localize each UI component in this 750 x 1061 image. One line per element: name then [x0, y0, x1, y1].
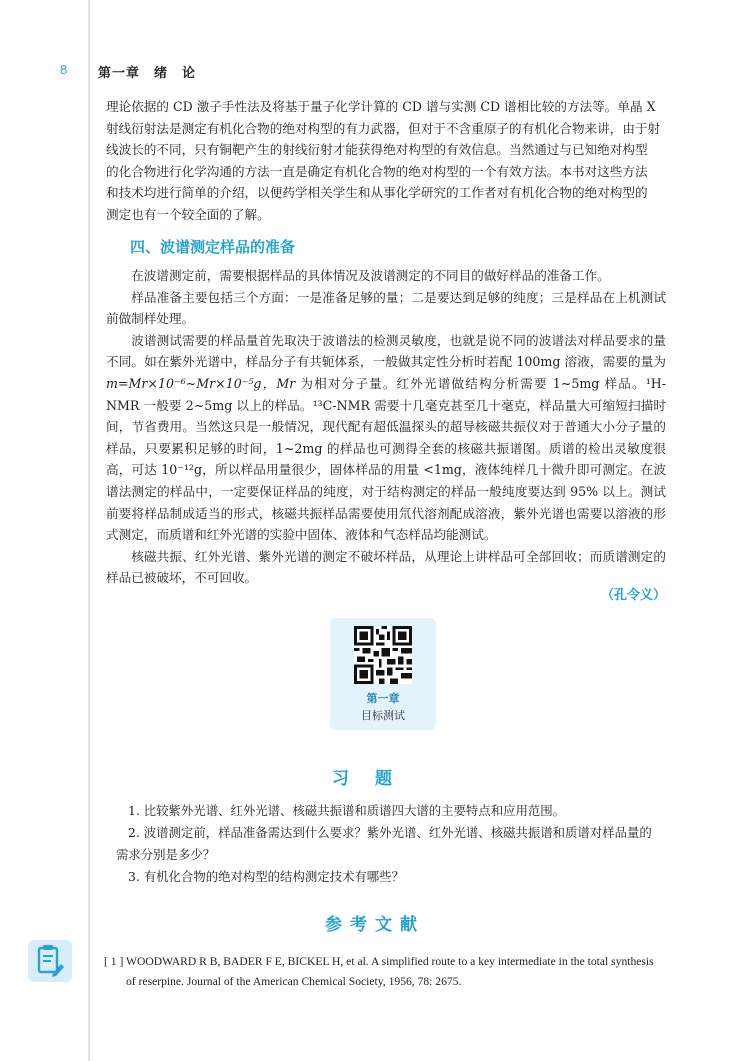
exercise-item: 3. 有机化合物的绝对构型的结构测定技术有哪些？ [128, 869, 404, 884]
author-signature: （孔令义） [600, 588, 666, 603]
exercise-item: 2. 波谱测定前，样品准备需达到什么要求？紫外光谱、红外光谱、核磁共振谱和质谱对样品量的 [128, 825, 652, 840]
intro-line: 和技术均进行简单的介绍，以便药学相关学生和从事化学研究的工作者对有机化合物的绝对构型的 [106, 185, 648, 201]
paragraph-text: 为相对分子量。红外光谱做结构分析需要 1~5mg 样品。¹H-NMR 一般要 2~5mg 以上的样品。¹³C-NMR 需要十几毫克甚至几十毫克，样品量大可缩短扫描时间，节省费用。当然这只是一般情况，现代配有超低温探头的超导核磁共振仪对于普通大小分子量的样品，只要累积足够的时间，1~2mg 的样品也可测得全套的核磁共振谱图。质谱的检出灵敏度很高，可达 10⁻¹²g，所以样品用量很少，固体样品的用量 <1mg，液体纯样几十微升即可测定。在波谱法测定的样品中，一定要保证样品的纯度，对于结构测定的样品一般纯度要达到 95% 以上。测试前要将样品制成适当的形式，核磁共振样品需要使用氘代溶剂配成溶液，紫外光谱也需要以溶液的形式测定，而质谱和红外光谱的实验中固体、液体和气态样品均能测试。 [106, 375, 666, 543]
qr-chapter-label: 第一章 [366, 692, 400, 705]
exercises-heading: 习题 [332, 769, 418, 789]
paragraph-text: 波谱测试需要的样品量首先取决于波谱法的检测灵敏度，也就是说不同的波谱法对样品要求的量不同。如在紫外光谱中，样品分子有共轭体系，一般做其定性分析时若配 100mg 溶液，需要的量为 [106, 332, 666, 370]
intro-paragraph [106, 96, 666, 226]
intro-line: 的化合物进行化学沟通的方法一直是确定有机化合物的绝对构型的一个有效方法。本书对这些方法 [106, 163, 648, 179]
reference-entry: [ 1 ] WOODWARD R B, BADER F E, BICKEL H, et al. A simplified route to a key intermediate in the total synthesis [104, 955, 654, 968]
intro-line: 理论依据的 CD 激子手性法及将基于量子化学计算的 CD 谱与实测 CD 谱相比较的方法等。单晶 X [106, 99, 656, 114]
references-heading: 参考文献 [325, 915, 425, 935]
qr-title-label: 目标测试 [361, 709, 405, 722]
formula: m=Mr×10⁻⁶~Mr×10⁻⁵g，Mr [106, 375, 296, 391]
intro-line: 线波长的不同，只有铜靶产生的射线衍射才能获得绝对构型的有效信息。当然通过与已知绝对构型 [106, 142, 648, 158]
qr-card[interactable] [330, 618, 436, 730]
clipboard-edit-icon [28, 940, 72, 982]
page-number: 8 [60, 62, 68, 77]
intro-line: 射线衍射法是测定有机化合物的绝对构型的有力武器，但对于不含重原子的有机化合物来讲，由于射 [106, 120, 661, 136]
exercise-list [116, 800, 668, 888]
paragraph: 在波谱测定前，需要根据样品的具体情况及波谱测定的不同目的做好样品的准备工作。 [131, 268, 610, 283]
intro-line: 测定也有一个较全面的了解。 [106, 206, 270, 222]
margin-rule [88, 0, 90, 1061]
exercise-item-continuation: 需求分别是多少？ [116, 847, 216, 862]
qr-code-icon[interactable] [354, 626, 412, 684]
paragraph [106, 330, 666, 546]
running-header [60, 62, 197, 81]
paragraph: 样品准备主要包括三个方面：一是准备足够的量；二是要达到足够的纯度；三是样品在上机测试前做制样处理。 [106, 289, 666, 327]
section-heading: 四、波谱测定样品的准备 [130, 238, 296, 256]
chapter-title: 第一章 绪 论 [98, 66, 197, 81]
reference-entry-continuation: of reserpine. Journal of the American Chemical Society, 1956, 78: 2675. [126, 975, 462, 988]
paragraph: 核磁共振、红外光谱、紫外光谱的测定不破坏样品，从理论上讲样品可全部回收；而质谱测定的样品已被破坏，不可回收。 [106, 548, 666, 586]
section-body [106, 265, 666, 589]
reference-list [104, 952, 668, 992]
exercise-item: 1. 比较紫外光谱、红外光谱、核磁共振谱和质谱四大谱的主要特点和应用范围。 [128, 803, 566, 818]
